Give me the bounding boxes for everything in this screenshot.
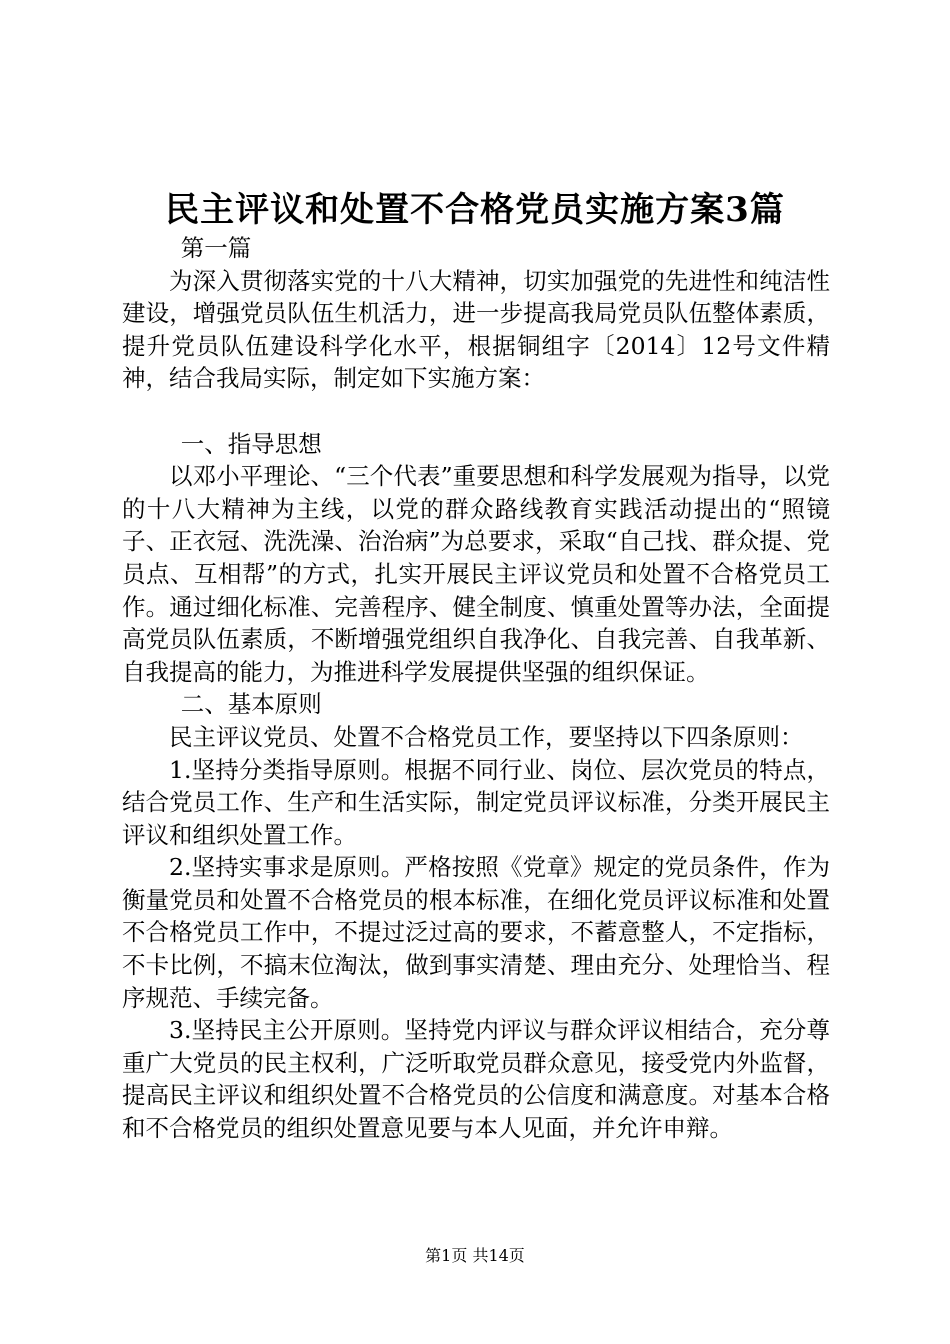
principles-intro-paragraph: 民主评议党员、处置不合格党员工作，要坚持以下四条原则： xyxy=(169,722,804,751)
principle-item-1: 1.坚持分类指导原则。根据不同行业、岗位、层次党员的特点，结合党员工作、生产和生活实际，制定党员评议标准，分类开展民主评议和组织处置工作。 xyxy=(122,755,830,849)
document-title: 民主评议和处置不合格党员实施方案3篇 xyxy=(165,190,785,230)
page-indicator: 第1页 共14页 xyxy=(425,1246,525,1265)
page-footer xyxy=(0,1246,950,1266)
section-heading-part-one: 第一篇 xyxy=(180,234,252,262)
document-body xyxy=(122,232,830,1145)
section-heading-basic-principles: 二、基本原则 xyxy=(180,690,322,719)
section-heading-guiding-ideology: 一、指导思想 xyxy=(180,429,322,458)
intro-paragraph: 为深入贯彻落实党的十八大精神，切实加强党的先进性和纯洁性建设，增强党员队伍生机活力，进一步提高我局党员队伍整体素质，提升党员队伍建设科学化水平，根据铜组字〔2014〕12号文件精神，结合我局实际，制定如下实施方案： xyxy=(122,266,830,393)
principle-item-3: 3.坚持民主公开原则。坚持党内评议与群众评议相结合，充分尊重广大党员的民主权利，广泛听取党员群众意见，接受党内外监督，提高民主评议和组织处置不合格党员的公信度和满意度。对基本合格和不合格党员的组织处置意见要与本人见面，并允许申辩。 xyxy=(122,1016,830,1143)
guiding-ideology-paragraph: 以邓小平理论、“三个代表”重要思想和科学发展观为指导，以党的十八大精神为主线，以党的群众路线教育实践活动提出的“照镜子、正衣冠、洗洗澡、治治病”为总要求，采取“自己找、群众提、党员点、互相帮”的方式，扎实开展民主评议党员和处置不合格党员工作。通过细化标准、完善程序、健全制度、慎重处置等办法，全面提高党员队伍素质，不断增强党组织自我净化、自我完善、自我革新、自我提高的能力，为推进科学发展提供坚强的组织保证。 xyxy=(122,462,830,686)
principle-item-2: 2.坚持实事求是原则。严格按照《党章》规定的党员条件，作为衡量党员和处置不合格党员的根本标准，在细化党员评议标准和处置不合格党员工作中，不提过泛过高的要求，不蓄意整人，不定指标，不卡比例，不搞末位淘汰，做到事实清楚、理由充分、处理恰当、程序规范、手续完备。 xyxy=(122,853,830,1012)
